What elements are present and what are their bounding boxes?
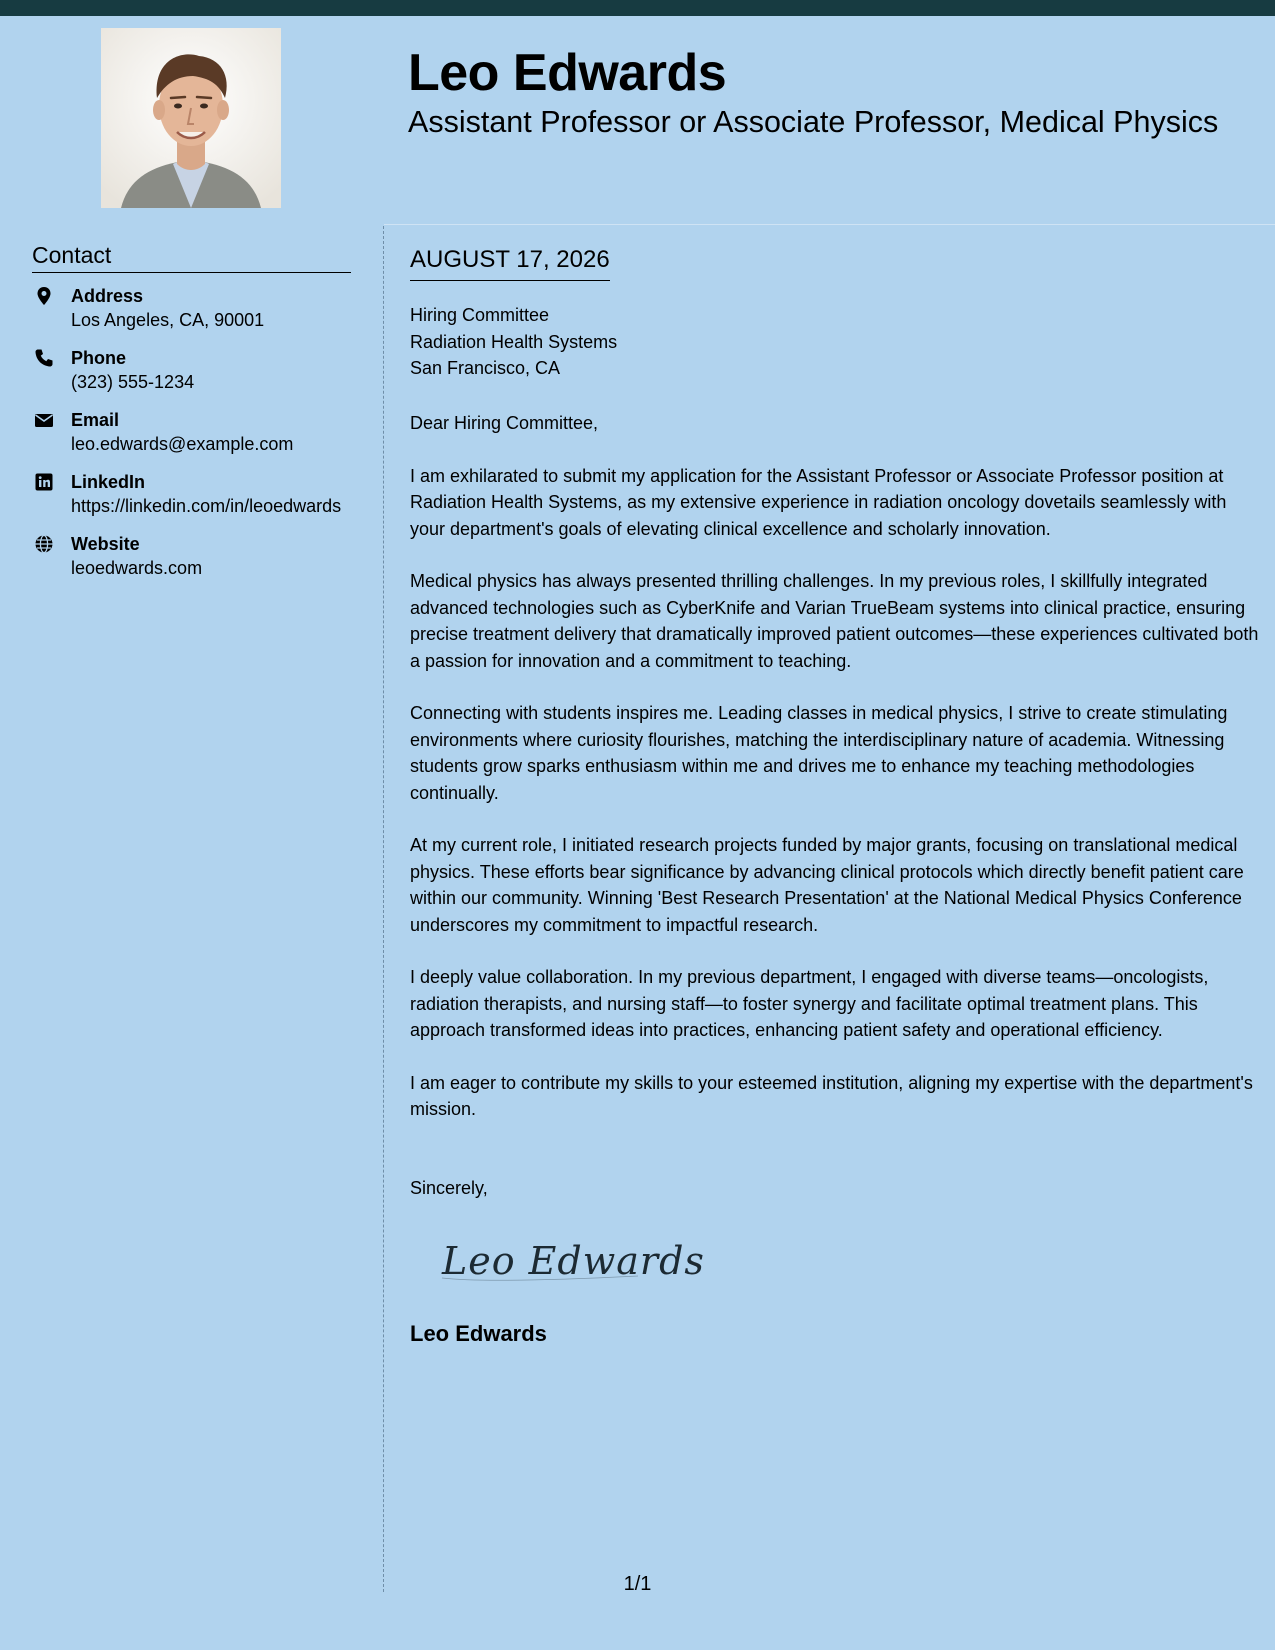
recipient-block (410, 302, 617, 382)
job-title: Assistant Professor or Associate Professor, Medical Physics (408, 105, 1219, 139)
envelope-icon (34, 410, 54, 430)
salutation: Dear Hiring Committee, (410, 413, 599, 433)
phone-label: Phone (71, 348, 127, 368)
body-paragraph: Connecting with students inspires me. Leading classes in medical physics, I strive to create stimulating environments where curiosity flourishes, matching the interdisciplinary nature of academia. Witnessing students grow sparks enthusiasm within me and drives me to enhance my teaching methodologies continually. (410, 703, 1228, 803)
phone-icon (34, 348, 54, 368)
contact-item-email (32, 408, 352, 456)
contact-item-address (32, 284, 352, 332)
address-value: Los Angeles, CA, 90001 (71, 310, 265, 330)
letter-date: AUGUST 17, 2026 (410, 244, 610, 281)
body-paragraph: I deeply value collaboration. In my previous department, I engaged with diverse teams—oncologists, radiation therapists, and nursing staff—to foster synergy and facilitate optimal treatment plans. This approach transformed ideas into practices, enhancing patient safety and operational efficiency. (410, 967, 1209, 1040)
body-paragraph: I am exhilarated to submit my application for the Assistant Professor or Associate Professor position at Radiation Health Systems, as my extensive experience in radiation oncology dovetails seamlessly with your department's goals of elevating clinical excellence and scholarly innovation. (410, 465, 1227, 539)
recipient-line: Hiring Committee (410, 305, 550, 325)
address-label: Address (71, 286, 144, 306)
contact-heading: Contact (32, 240, 351, 273)
email-value[interactable]: leo.edwards@example.com (71, 434, 294, 454)
contact-item-linkedin (32, 470, 352, 518)
closing: Sincerely, (410, 1178, 488, 1198)
linkedin-value[interactable]: https://linkedin.com/in/leoedwards (71, 496, 342, 516)
website-value[interactable]: leoedwards.com (71, 558, 203, 578)
body-paragraph: At my current role, I initiated research projects funded by major grants, focusing on translational medical physics. These efforts bear significance by advancing clinical protocols which directly benefit patient care within our community. Winning 'Best Research Presentation' at the National Medical Physics Conference underscores my commitment to impactful research. (410, 835, 1244, 935)
header-divider (384, 224, 1275, 225)
recipient-line: San Francisco, CA (410, 358, 561, 378)
handwritten-signature (438, 1230, 705, 1290)
website-label: Website (71, 534, 140, 554)
signer-name: Leo Edwards (410, 1321, 547, 1346)
linkedin-label: LinkedIn (71, 472, 146, 492)
contact-item-website (32, 532, 352, 580)
contact-item-phone (32, 346, 352, 394)
letter-body (410, 410, 1260, 1149)
map-pin-icon (34, 286, 54, 306)
body-paragraph: I am eager to contribute my skills to your esteemed institution, aligning my expertise with the department's mission. (410, 1072, 1253, 1119)
column-divider (383, 226, 384, 1592)
page-number: 1/1 (623, 1573, 652, 1595)
svg-text:Leo Edwards: Leo Edwards (442, 1239, 705, 1283)
email-label: Email (71, 410, 120, 430)
contact-list (32, 284, 352, 580)
body-paragraph: Medical physics has always presented thrilling challenges. In my previous roles, I skillfully integrated advanced technologies such as CyberKnife and Varian TrueBeam systems into clinical practice, ensuring precise treatment delivery that dramatically improved patient outcomes—these experiences cultivated both a passion for innovation and a commitment to teaching. (410, 571, 1259, 671)
profile-photo (101, 28, 281, 208)
globe-icon (34, 534, 54, 554)
top-accent-bar (0, 0, 1275, 16)
phone-value: (323) 555-1234 (71, 372, 195, 392)
recipient-line: Radiation Health Systems (410, 331, 618, 352)
linkedin-icon (34, 472, 54, 492)
applicant-name: Leo Edwards (408, 44, 727, 102)
